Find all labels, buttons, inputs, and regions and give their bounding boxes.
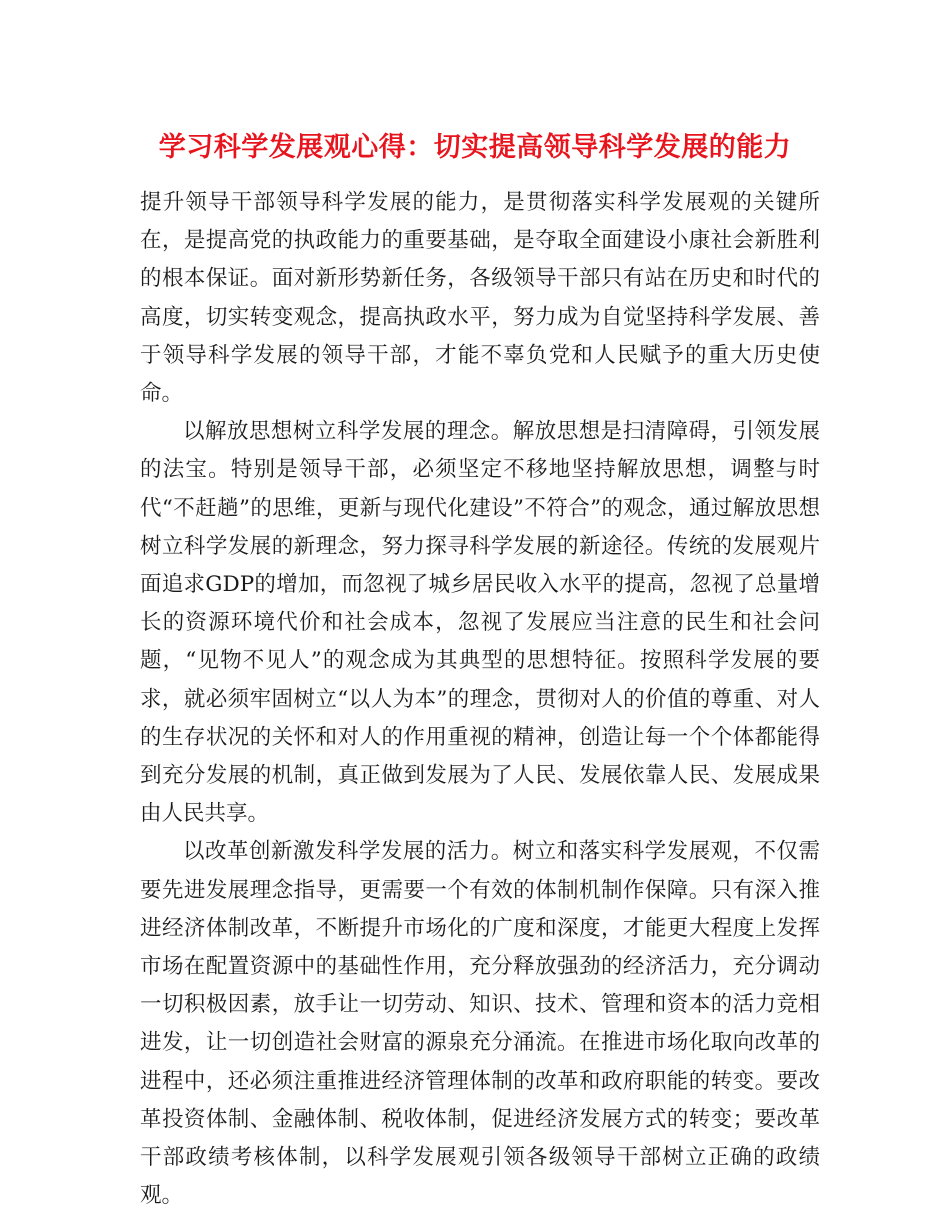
paragraph-reform-innovation: 以改革创新激发科学发展的活力。树立和落实科学发展观，不仅需要先进发展理念指导，更需要一个有效的体制机制作保障。只有深入推进经济体制改革，不断提升市场化的广度和深度，才能更大程度上发挥市场在配置资源中的基础性作用，充分释放强劲的经济活力，充分调动一切积极因素，放手让一切劳动、知识、技术、管理和资本的活力竞相进发，让一切创造社会财富的源泉充分涌流。在推进市场化取向改革的进程中，还必须注重推进经济管理体制的改革和政府职能的转变。要改革投资体制、金融体制、税收体制，促进经济发展方式的转变；要改革干部政绩考核体制，以科学发展观引领各级领导干部树立正确的政绩观。 bbox=[140, 839, 820, 1209]
document-title: 学习科学发展观心得：切实提高领导科学发展的能力 bbox=[158, 132, 792, 163]
document-body bbox=[140, 184, 820, 1215]
paragraph-emancipate-mind: 以解放思想树立科学发展的理念。解放思想是扫清障碍，引领发展的法宝。特别是领导干部，必须坚定不移地坚持解放思想，调整与时代“不赶趟”的思维，更新与现代化建设”不符合”的观念，通过解放思想树立科学发展的新理念，努力探寻科学发展的新途径。传统的发展观片面追求GDP的增加，而忽视了城乡居民收入水平的提高，忽视了总量增长的资源环境代价和社会成本，忽视了发展应当注意的民生和社会问题，“见物不见人”的观念成为其典型的思想特征。按照科学发展的要求，就必须牢固树立“以人为本”的理念，贯彻对人的价值的尊重、对人的生存状况的关怀和对人的作用重视的精神，创造让每一个个体都能得到充分发展的机制，真正做到发展为了人民、发展依靠人民、发展成果由人民共享。 bbox=[140, 419, 820, 827]
paragraph-intro: 提升领导干部领导科学发展的能力，是贯彻落实科学发展观的关键所在，是提高党的执政能力的重要基础，是夺取全面建设小康社会新胜利的根本保证。面对新形势新任务，各级领导干部只有站在历史和时代的高度，切实转变观念，提高执政水平，努力成为自觉坚持科学发展、善于领导科学发展的领导干部，才能不辜负党和人民赋予的重大历史使命。 bbox=[140, 190, 820, 407]
